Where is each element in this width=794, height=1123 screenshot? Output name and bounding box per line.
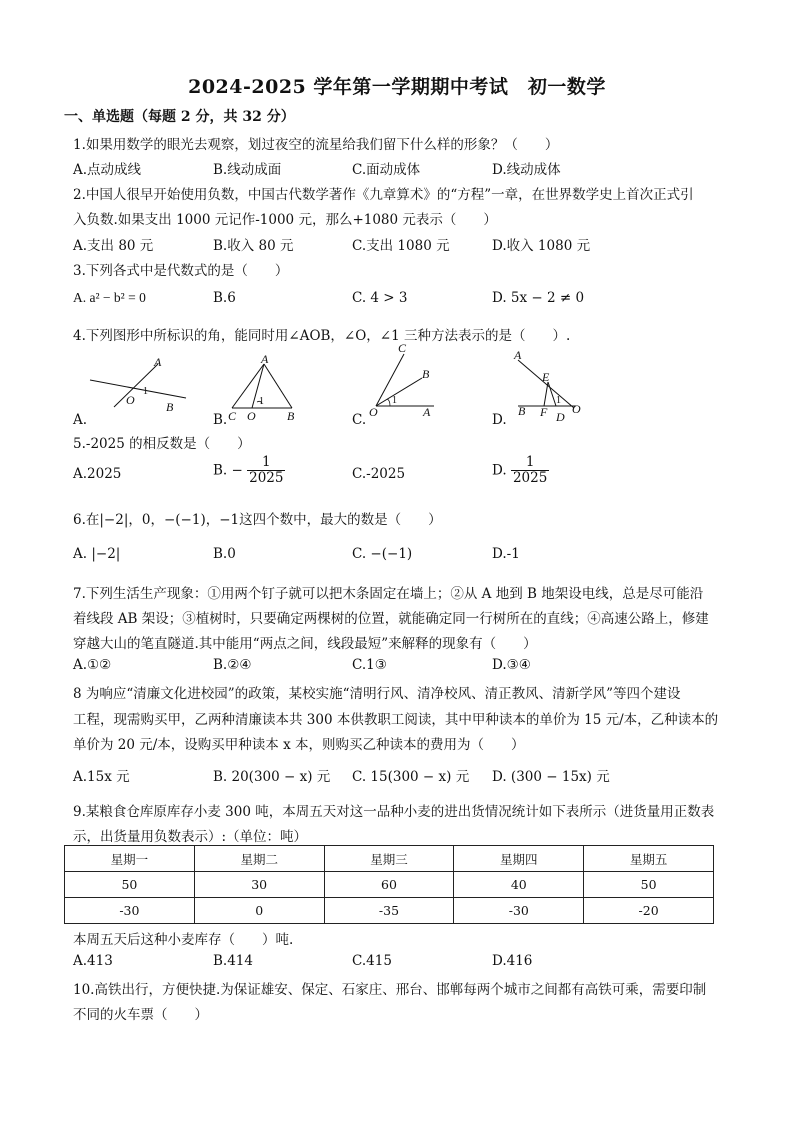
- label-1: 1: [143, 386, 148, 397]
- label-1: 1: [392, 395, 397, 406]
- q6-stem: 6.在|−2|，0，−(−1)，−1这四个数中，最大的数是（ ）: [73, 512, 442, 528]
- q5-option-a: A.2025: [73, 466, 122, 482]
- q7-option-c: C.1③: [352, 657, 387, 673]
- label-c: C: [228, 409, 237, 422]
- label-a: A: [154, 355, 162, 369]
- q9-stem-line1: 9.某粮食仓库原库存小麦 300 吨，本周五天对这一品种小麦的进出货情况统计如下表所示（进货量用正数表: [73, 804, 715, 820]
- q7-option-b: B.②④: [213, 657, 252, 673]
- table-cell: 50: [65, 872, 195, 898]
- q10-stem-line2: 不同的火车票（ ）: [73, 1007, 208, 1023]
- table-cell: -35: [324, 898, 454, 924]
- q1-option-b: B.线动成面: [213, 162, 282, 178]
- label-1: 1: [556, 395, 561, 406]
- q5-option-d-prefix: D.: [492, 462, 507, 479]
- q5-stem: 5.-2025 的相反数是（ ）: [73, 436, 251, 452]
- q5-option-b-fraction: [247, 455, 285, 486]
- q9-option-a: A.413: [73, 953, 113, 969]
- q8-option-c: C. 15(300 − x) 元: [352, 769, 470, 785]
- q4-option-c: C.: [352, 412, 367, 428]
- figure-a: [86, 352, 196, 418]
- q8-option-d: D. (300 − 15x) 元: [492, 769, 610, 785]
- q5-option-b-prefix: B. −: [213, 462, 243, 479]
- label-b: B: [422, 367, 430, 381]
- fraction-denominator: 2025: [512, 469, 548, 486]
- q2-stem-line1: 2.中国人很早开始使用负数，中国古代数学著作《九章算术》的“方程”一章，在世界数学史上首次正式引: [73, 187, 694, 203]
- q1-option-c: C.面动成体: [352, 162, 421, 178]
- q5-option-d: [492, 455, 549, 486]
- q6-option-c: C. −(−1): [352, 546, 413, 562]
- q3-stem: 3.下列各式中是代数式的是（ ）: [73, 263, 289, 279]
- q5-option-d-fraction: [511, 455, 549, 486]
- q8-option-b: B. 20(300 − x) 元: [213, 769, 331, 785]
- q8-stem-line3: 单价为 20 元/本，设购买甲种读本 x 本，则购买乙种读本的费用为（ ）: [73, 737, 525, 753]
- table-row: [65, 872, 714, 898]
- q6-option-d: D.-1: [492, 546, 520, 562]
- label-b: B: [518, 404, 526, 418]
- q8-stem-line2: 工程，现需购买甲，乙两种清廉读本共 300 本供教职工阅读，其中甲种读本的单价为 15 元/本，乙种读本的: [73, 712, 719, 728]
- q1-option-a: A.点动成线: [73, 162, 142, 178]
- q5-option-b: [213, 455, 285, 486]
- table-header-cell: 星期三: [324, 846, 454, 872]
- table-header-row: [65, 846, 714, 872]
- q6-option-a: A. |−2|: [73, 546, 121, 562]
- label-o: O: [572, 402, 581, 416]
- q7-stem-line3: 穿越大山的笔直隧道.其中能用“两点之间，线段最短”来解释的现象有（ ）: [73, 636, 537, 652]
- q7-option-a: A.①②: [73, 657, 112, 673]
- q8-stem-line1: 8 为响应“清廉文化进校园”的政策，某校实施“清明行风、清净校风、清正教风、清新学风”等四个建设: [73, 686, 681, 702]
- q7-stem-line1: 7.下列生活生产现象：①用两个钉子就可以把木条固定在墙上；②从 A 地到 B 地架设电线，总是尽可能沿: [73, 586, 704, 602]
- q1-option-d: D.线动成体: [492, 162, 561, 178]
- q7-stem-line2: 着线段 AB 架设；③植树时，只要确定两棵树的位置，就能确定同一行树所在的直线；④高速公路上，修建: [73, 611, 709, 627]
- table-header-cell: 星期二: [194, 846, 324, 872]
- q9-option-d: D.416: [492, 953, 533, 969]
- figure-c: [366, 342, 446, 420]
- q2-stem-line2: 入负数.如果支出 1000 元记作-1000 元，那么+1080 元表示（ ）: [73, 212, 497, 228]
- label-a: A: [261, 352, 269, 366]
- page-title: 2024-2025 学年第一学期期中考试 初一数学: [188, 76, 606, 98]
- q4-option-a: A.: [73, 412, 88, 428]
- q4-option-d: D.: [492, 412, 507, 428]
- table-header-cell: 星期四: [454, 846, 584, 872]
- q1-stem: 1.如果用数学的眼光去观察，划过夜空的流星给我们留下什么样的形象？（ ）: [73, 137, 559, 153]
- label-c: C: [398, 342, 407, 355]
- fraction-numerator: 1: [247, 455, 285, 471]
- label-f: F: [540, 405, 548, 419]
- label-d: D: [556, 410, 565, 424]
- label-b: B: [166, 400, 174, 414]
- figure-b: [226, 352, 306, 422]
- q9-option-b: B.414: [213, 953, 253, 969]
- label-a: A: [423, 405, 431, 419]
- label-o: O: [126, 393, 135, 407]
- q3-option-b: B.6: [213, 290, 236, 306]
- q5-option-c: C.-2025: [352, 466, 406, 482]
- table-row: [65, 898, 714, 924]
- q2-option-c: C.支出 1080 元: [352, 238, 450, 254]
- fraction-denominator: 2025: [249, 469, 284, 486]
- q4-option-b: B.: [213, 412, 228, 428]
- section-heading: 一、单选题（每题 2 分，共 32 分）: [64, 109, 295, 125]
- table-cell: 30: [194, 872, 324, 898]
- table-cell: 40: [454, 872, 584, 898]
- q2-option-a: A.支出 80 元: [73, 238, 154, 254]
- table-header-cell: 星期一: [65, 846, 195, 872]
- fraction-numerator: 1: [511, 455, 549, 471]
- table-cell: -30: [454, 898, 584, 924]
- q9-option-c: C.415: [352, 953, 392, 969]
- q3-option-a: A. a² − b² = 0: [73, 290, 146, 305]
- q9-table: [64, 845, 714, 924]
- label-o: O: [247, 409, 256, 422]
- q2-option-d: D.收入 1080 元: [492, 238, 591, 254]
- q6-option-b: B.0: [213, 546, 236, 562]
- figure-d: [506, 348, 596, 426]
- label-b: B: [287, 409, 295, 422]
- q7-option-d: D.③④: [492, 657, 531, 673]
- table-cell: -30: [65, 898, 195, 924]
- q10-stem-line1: 10.高铁出行，方便快捷.为保证雄安、保定、石家庄、邢台、邯郸每两个城市之间都有高铁可乘，需要印制: [73, 982, 707, 998]
- table-header-cell: 星期五: [584, 846, 714, 872]
- q3-option-c: C. 4 > 3: [352, 290, 408, 306]
- label-a: A: [514, 348, 522, 362]
- q9-stem-line2: 示，出货量用负数表示）:（单位：吨）: [73, 829, 308, 845]
- q3-option-d: D. 5x − 2 ≠ 0: [492, 290, 585, 306]
- q8-option-a: A.15x 元: [73, 769, 130, 785]
- label-e: E: [542, 370, 550, 384]
- q2-option-b: B.收入 80 元: [213, 238, 294, 254]
- q9-after-table: 本周五天后这种小麦库存（ ）吨.: [73, 932, 294, 948]
- label-1: 1: [259, 396, 264, 407]
- table-cell: 60: [324, 872, 454, 898]
- q4-stem: 4.下列图形中所标识的角，能同时用∠AOB，∠O，∠1 三种方法表示的是（ ）.: [73, 328, 571, 344]
- table-cell: -20: [584, 898, 714, 924]
- table-cell: 0: [194, 898, 324, 924]
- table-cell: 50: [584, 872, 714, 898]
- label-o: O: [369, 405, 378, 419]
